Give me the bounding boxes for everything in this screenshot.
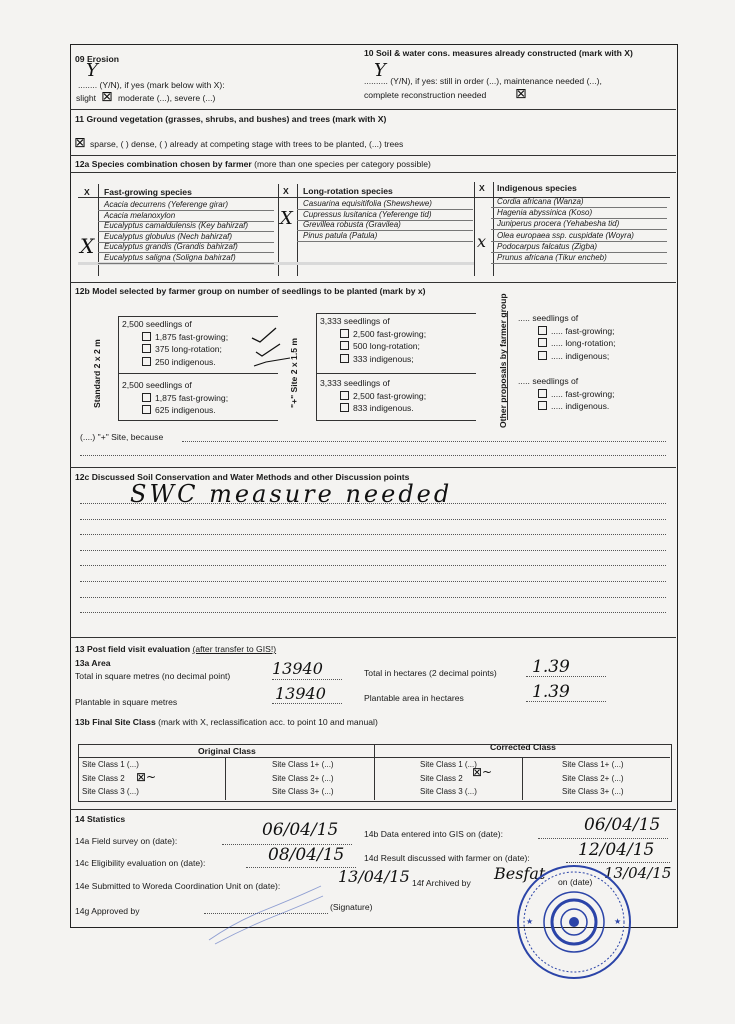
svg-text:★: ★ (526, 917, 534, 926)
option-label: 375 long-rotation; (155, 344, 222, 354)
indig-species-item: Olea europaea ssp. cuspidate (Woyra) (497, 230, 634, 240)
site-class-cell: Site Class 2+ (...) (272, 773, 334, 783)
oth1-checkbox-row[interactable] (538, 326, 615, 336)
archived-by-label: 14f Archived by (412, 878, 471, 888)
checkbox-icon[interactable] (142, 332, 151, 341)
field-survey-date[interactable]: 06/04/15 (262, 820, 339, 840)
plantable-sqm-value[interactable]: 13940 (275, 684, 326, 703)
plantable-ha-label: Plantable area in hectares (364, 693, 464, 703)
approved-by-label: 14g Approved by (75, 906, 140, 916)
oth2-heading: ..... seedlings of (518, 376, 579, 386)
fast-x-header: X (84, 187, 90, 197)
archived-date[interactable]: 13/04/15 (604, 864, 672, 882)
option-label: 500 long-rotation; (353, 341, 420, 351)
checkbox-icon[interactable] (340, 329, 349, 338)
std1-checkbox-row[interactable] (142, 332, 228, 342)
official-stamp (514, 862, 634, 982)
std1-checkbox-row[interactable] (142, 357, 216, 367)
gis-entry-date[interactable]: 06/04/15 (584, 815, 661, 835)
indig-x-header: X (479, 183, 485, 193)
gis-entry-label: 14b Data entered into GIS on (date): (364, 829, 504, 839)
total-sqm-label: Total in square metres (no decimal point) (75, 671, 231, 681)
long-x-header: X (283, 186, 289, 196)
std2-checkbox-row[interactable] (142, 393, 228, 403)
long-species-item: Cupressus lusitanica (Yeferenge tid) (303, 209, 432, 219)
checkbox-icon[interactable] (538, 338, 547, 347)
standard-label: Standard 2 x 2 m (92, 339, 102, 408)
statistics-title: 14 Statistics (75, 814, 126, 824)
option-label: ..... fast-growing; (551, 325, 615, 336)
site-class-cell: Site Class 1 (...) (420, 760, 477, 769)
option-label: 250 indigenous. (155, 356, 216, 367)
discussion-title: 12c Discussed Soil Conservation and Water Methods and other Discussion points (75, 472, 410, 482)
std2-checkbox-row[interactable] (142, 405, 216, 415)
checkbox-icon[interactable] (538, 326, 547, 335)
total-sqm-value[interactable]: 13940 (272, 659, 323, 678)
eligibility-date[interactable]: 08/04/15 (268, 845, 345, 865)
farmer-discussion-label: 14d Result discussed with farmer on (date): (364, 853, 530, 863)
final-class-title: 13b Final Site Class (mark with X, reclassification acc. to point 10 and manual) (75, 717, 378, 727)
eligibility-label: 14c Eligibility evaluation on (date): (75, 858, 206, 868)
oth1-checkbox-row[interactable] (538, 338, 616, 348)
site1-heading: 3,333 seedlings of (320, 316, 390, 326)
vegetation-title: 11 Ground vegetation (grasses, shrubs, and bushes) and trees (mark with X) (75, 114, 387, 124)
species-title: 12a Species combination chosen by farmer (more than one species per category possible) (75, 159, 431, 169)
erosion-slight-label: slight (76, 93, 97, 103)
site-class-cell: Site Class 2 (420, 773, 463, 783)
option-label: 1,875 fast-growing; (155, 331, 229, 342)
fast-species-item: Eucalyptus globulus (Nech bahirzaf) (104, 231, 233, 241)
erosion-slight-checkmark[interactable]: ⊠ (101, 89, 113, 105)
indig-species-item: Cordia africana (Wanza) (497, 197, 584, 206)
indigenous-header: Indigenous species (497, 183, 577, 193)
swc-title: 10 Soil & water cons. measures already constructed (mark with X) (364, 48, 633, 58)
option-label: ..... indigenous; (551, 350, 610, 361)
oth2-checkbox-row[interactable] (538, 389, 615, 399)
option-label: 625 indigenous. (155, 405, 216, 415)
option-label: ..... fast-growing; (551, 388, 615, 399)
checkbox-icon[interactable] (142, 405, 151, 414)
site-class-cell: Site Class 1+ (...) (272, 760, 334, 769)
indig-species-item: Podocarpus falcatus (Zigba) (497, 241, 598, 251)
woreda-submission-label: 14e Submitted to Woreda Coordination Unit on (date): (75, 881, 281, 891)
long-species-item: Pinus patula (Patula) (303, 230, 378, 240)
option-label: 1,875 fast-growing; (155, 392, 229, 403)
std1-checkbox-row[interactable] (142, 344, 222, 354)
checkbox-icon[interactable] (538, 389, 547, 398)
swc-question: .......... (Y/N), if yes: still in order (...), maintenance needed (...), (364, 76, 602, 86)
corrected-class-2-checkmark[interactable]: ⊠~ (472, 765, 493, 779)
fast-growing-header: Fast-growing species (104, 187, 192, 197)
total-ha-value[interactable]: 1.39 (532, 657, 570, 677)
site1-checkbox-row[interactable] (340, 354, 414, 364)
swc-answer[interactable]: Y (374, 60, 386, 81)
checkbox-icon[interactable] (340, 403, 349, 412)
farmer-discussion-date[interactable]: 12/04/15 (578, 840, 655, 860)
long-species-item: Grevillea robusta (Gravilea) (303, 220, 401, 230)
swc-reconstruction-label: complete reconstruction needed (364, 90, 487, 100)
model-title: 12b Model selected by farmer group on number of seedlings to be planted (mark by x) (75, 286, 426, 296)
field-survey-label: 14a Field survey on (date): (75, 836, 178, 846)
option-label: ..... long-rotation; (551, 338, 616, 348)
approval-scribble (205, 882, 325, 946)
checkbox-icon[interactable] (538, 401, 547, 410)
checkbox-icon[interactable] (340, 354, 349, 363)
plus-site-label: "+" Site 2 x 1.5 m (289, 337, 299, 408)
site-class-cell: Site Class 1+ (...) (562, 760, 624, 769)
std1-heading: 2,500 seedlings of (122, 319, 192, 329)
site-class-cell: Site Class 3 (...) (82, 787, 139, 796)
long-cupressus-checkmark[interactable]: X (280, 208, 293, 229)
original-class-2-checkmark[interactable]: ⊠~ (136, 770, 157, 784)
plantable-sqm-label: Plantable in square metres (75, 697, 178, 707)
checkbox-icon[interactable] (538, 351, 547, 360)
oth1-checkbox-row[interactable] (538, 351, 609, 361)
archived-by-name[interactable]: Besfat (494, 864, 546, 883)
vegetation-options: sparse, ( ) dense, ( ) already at competing stage with trees to be planted, (...) trees (90, 139, 404, 149)
plus-site-because-label: (....) "+" Site, because (80, 432, 164, 442)
erosion-answer[interactable]: Y (86, 60, 98, 81)
swc-reconstruction-checkmark[interactable]: ⊠ (515, 86, 527, 102)
total-ha-label: Total in hectares (2 decimal points) (364, 668, 497, 678)
fast-species-item: Eucalyptus saligna (Soligna bahirzaf) (104, 253, 236, 262)
other-proposals-label: Other proposals by farmer group (498, 293, 508, 428)
checkbox-icon[interactable] (340, 391, 349, 400)
option-label: 833 indigenous. (353, 403, 414, 413)
indig-species-item: Prunus africana (Tikur encheb) (497, 253, 607, 262)
site2-heading: 3,333 seedlings of (320, 378, 390, 388)
archived-on-label: on (date) (558, 877, 593, 887)
site2-checkbox-row[interactable] (340, 391, 426, 401)
original-class-header: Original Class (198, 746, 256, 756)
site-class-cell: Site Class 2+ (...) (562, 773, 624, 783)
checkbox-icon[interactable] (142, 357, 151, 366)
discussion-handwriting[interactable]: SWC measure needed (130, 480, 453, 508)
site1-checkbox-row[interactable] (340, 341, 420, 351)
erosion-question: ........ (Y/N), if yes (mark below with X): (78, 80, 225, 90)
plantable-ha-value[interactable]: 1.39 (532, 682, 570, 702)
erosion-severity-options: moderate (...), severe (...) (118, 93, 216, 103)
fast-globulus-checkmark[interactable]: X (80, 234, 95, 258)
standard-tick-marks (250, 322, 310, 370)
corrected-class-header: Corrected Class (490, 742, 556, 752)
option-label: 2,500 fast-growing; (353, 390, 427, 401)
site-class-cell: Site Class 3+ (...) (272, 787, 334, 796)
svg-text:★: ★ (614, 917, 622, 926)
long-rotation-header: Long-rotation species (303, 186, 393, 196)
area-title: 13a Area (75, 658, 111, 668)
fast-species-item: Acacia melanoxylon (104, 210, 176, 220)
oth1-heading: ..... seedlings of (518, 313, 579, 323)
option-label: 2,500 fast-growing; (353, 328, 427, 339)
indig-olea-checkmark[interactable]: x (477, 232, 487, 251)
checkbox-icon[interactable] (142, 393, 151, 402)
site2-checkbox-row[interactable] (340, 403, 414, 413)
woreda-submission-date[interactable]: 13/04/15 (338, 867, 410, 886)
indig-species-item: Hagenia abyssinica (Koso) (497, 208, 593, 218)
post-field-title: 13 Post field visit evaluation (after transfer to GIS!) (75, 644, 277, 654)
erosion-title: 09 Erosion (75, 54, 119, 64)
site1-checkbox-row[interactable] (340, 329, 426, 339)
site-class-cell: Site Class 3+ (...) (562, 787, 624, 796)
signature-label: (Signature) (330, 902, 373, 912)
checkbox-icon[interactable] (142, 344, 151, 353)
site-class-cell: Site Class 1 (...) (82, 760, 139, 769)
fast-species-item: Eucalyptus camaldulensis (Key bahirzaf) (104, 221, 249, 231)
std2-heading: 2,500 seedlings of (122, 380, 192, 390)
site-class-cell: Site Class 3 (...) (420, 787, 477, 796)
indig-species-item: Juniperus procera (Yehabesha tid) (497, 219, 620, 229)
long-species-item: Casuarina equisitifolia (Shewshewe) (303, 199, 432, 208)
fast-species-item: Acacia decurrens (Yeferenge girar) (104, 200, 229, 209)
site-class-cell: Site Class 2 (82, 773, 125, 783)
option-label: 333 indigenous; (353, 353, 414, 364)
vegetation-sparse-checkmark[interactable]: ⊠ (74, 135, 86, 151)
option-label: ..... indigenous. (551, 401, 610, 411)
fast-species-item: Eucalyptus grandis (Grandis bahirzaf) (104, 242, 238, 252)
oth2-checkbox-row[interactable] (538, 401, 609, 411)
checkbox-icon[interactable] (340, 341, 349, 350)
